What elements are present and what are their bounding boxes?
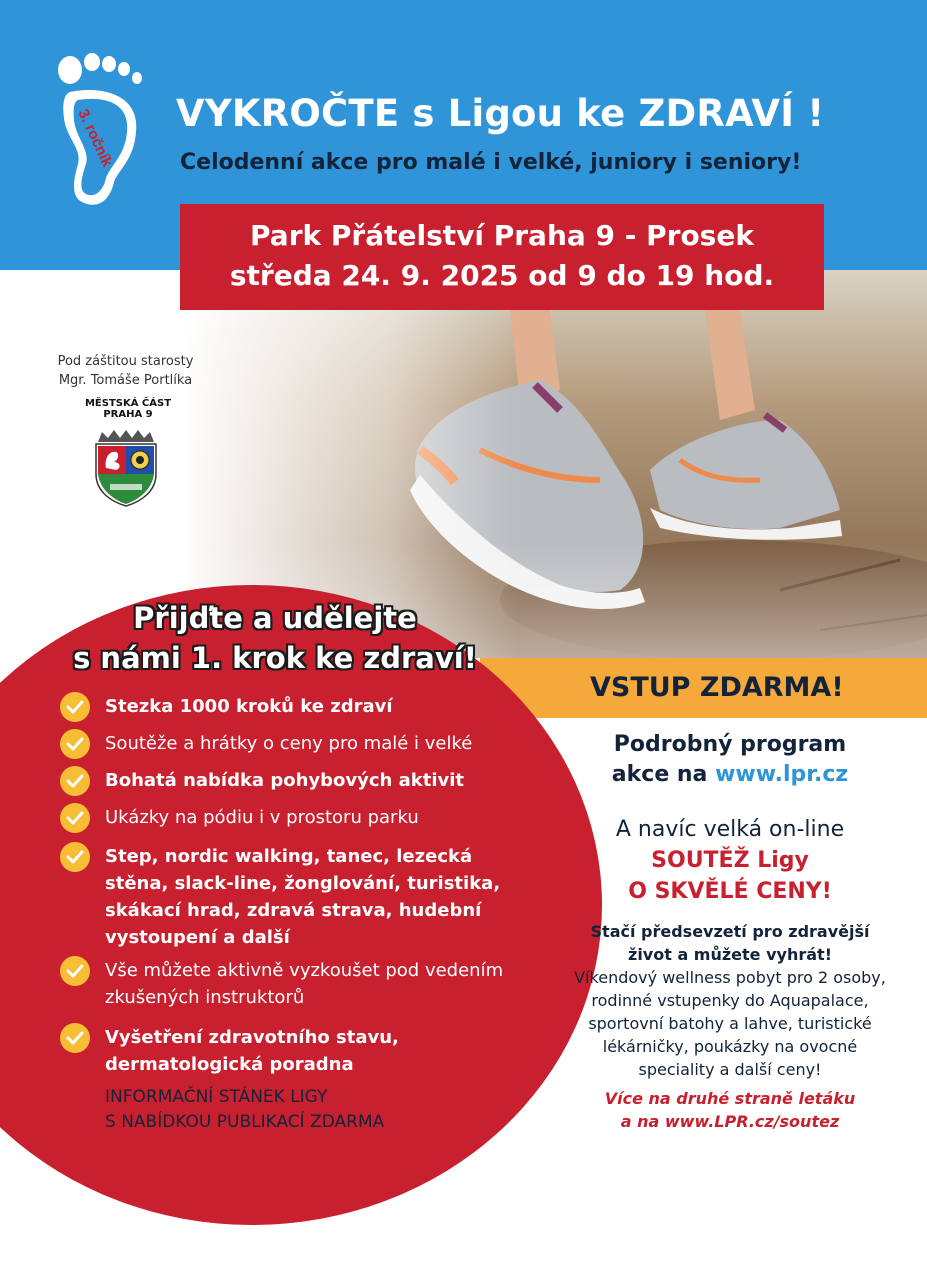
program-line-1: Podrobný program	[613, 732, 847, 757]
prize-line: Víkendový wellness pobyt pro 2 osoby,	[574, 968, 886, 987]
program-link[interactable]: www.lpr.cz	[715, 762, 849, 787]
invite-line-1: Přijďte a udělejte	[133, 601, 417, 635]
program-prefix: akce na	[611, 762, 716, 787]
contest-heading	[560, 845, 900, 907]
contest-intro: A navíc velká on-line	[615, 817, 845, 842]
more-line-2[interactable]: a na www.LPR.cz/soutez	[620, 1112, 840, 1131]
edition-label: 3. ročník	[74, 106, 116, 170]
activity-text: Stezka 1000 kroků ke zdraví	[105, 696, 393, 717]
district-name	[78, 398, 178, 420]
check-icon	[60, 766, 90, 796]
activity-text: Vše můžete aktivně vyzkoušet pod vedením zkušených instruktorů	[105, 960, 504, 1008]
check-icon	[60, 956, 90, 986]
check-icon	[60, 1023, 90, 1053]
info-stand-line-2: S NABÍDKOU PUBLIKACÍ ZDARMA	[105, 1112, 385, 1132]
coat-of-arms-icon	[90, 428, 162, 508]
program-line-2	[560, 760, 900, 790]
check-icon	[60, 729, 90, 759]
footprint-logo	[48, 52, 168, 212]
info-stand-line-1: INFORMAČNÍ STÁNEK LIGY	[105, 1087, 328, 1107]
patronage-line-1: Pod záštitou starosty	[57, 354, 194, 369]
more-line-1: Více na druhé straně letáku	[604, 1089, 856, 1108]
activity-text: Step, nordic walking, tanec, lezecká stěna, slack-line, žonglování, turistika, skákací hrad, zdravá strava, hudební vystoupení a další	[105, 846, 501, 948]
venue-place: Park Přátelství Praha 9 - Prosek	[250, 219, 754, 252]
contest-line-2: O SKVĚLÉ CENY!	[628, 879, 832, 904]
invite-heading	[40, 598, 510, 678]
prize-line: rodinné vstupenky do Aquapalace,	[591, 991, 869, 1010]
check-icon	[60, 692, 90, 722]
patronage-text	[48, 352, 203, 390]
district-line-2: PRAHA 9	[103, 409, 153, 420]
praha9-crest	[90, 428, 162, 508]
contest-line-1: SOUTĚŽ Ligy	[651, 848, 809, 873]
activity-text: Vyšetření zdravotního stavu, dermatologická poradna	[105, 1027, 399, 1075]
condition-line-1: Stačí předsevzetí pro zdravější	[590, 922, 870, 941]
more-info	[560, 1087, 900, 1133]
activity-text: Bohatá nabídka pohybových aktivit	[105, 770, 465, 791]
prize-line: lékárničky, poukázky na ovocné	[602, 1037, 858, 1056]
prize-line: sportovní batohy a lahve, turistické	[588, 1014, 872, 1033]
activity-text: Soutěže a hrátky o ceny pro malé i velké	[105, 733, 473, 754]
venue-banner	[180, 204, 824, 310]
venue-datetime: středa 24. 9. 2025 od 9 do 19 hod.	[229, 259, 775, 292]
check-icon	[60, 803, 90, 833]
patronage-line-2: Mgr. Tomáše Portlíka	[58, 373, 193, 388]
prize-line: speciality a další ceny!	[638, 1060, 822, 1079]
info-stand-note	[105, 1085, 445, 1135]
condition-line-2: život a můžete vyhrát!	[628, 945, 832, 964]
free-entry-label: VSTUP ZDARMA!	[590, 672, 844, 703]
district-line-1: MĚSTSKÁ ČÁST	[84, 398, 172, 409]
page-title: VYKROČTE s Ligou ke ZDRAVÍ !	[176, 92, 825, 135]
activity-text: Ukázky na pódiu i v prostoru parku	[105, 807, 419, 828]
footprint-icon	[48, 52, 168, 212]
invite-line-2: s námi 1. krok ke zdraví!	[73, 641, 477, 675]
check-icon	[60, 842, 90, 872]
program-block	[560, 730, 900, 790]
contest-condition	[560, 920, 900, 966]
page-subtitle: Celodenní akce pro malé i velké, juniory i seniory!	[180, 150, 802, 175]
prizes-list	[560, 966, 900, 1081]
